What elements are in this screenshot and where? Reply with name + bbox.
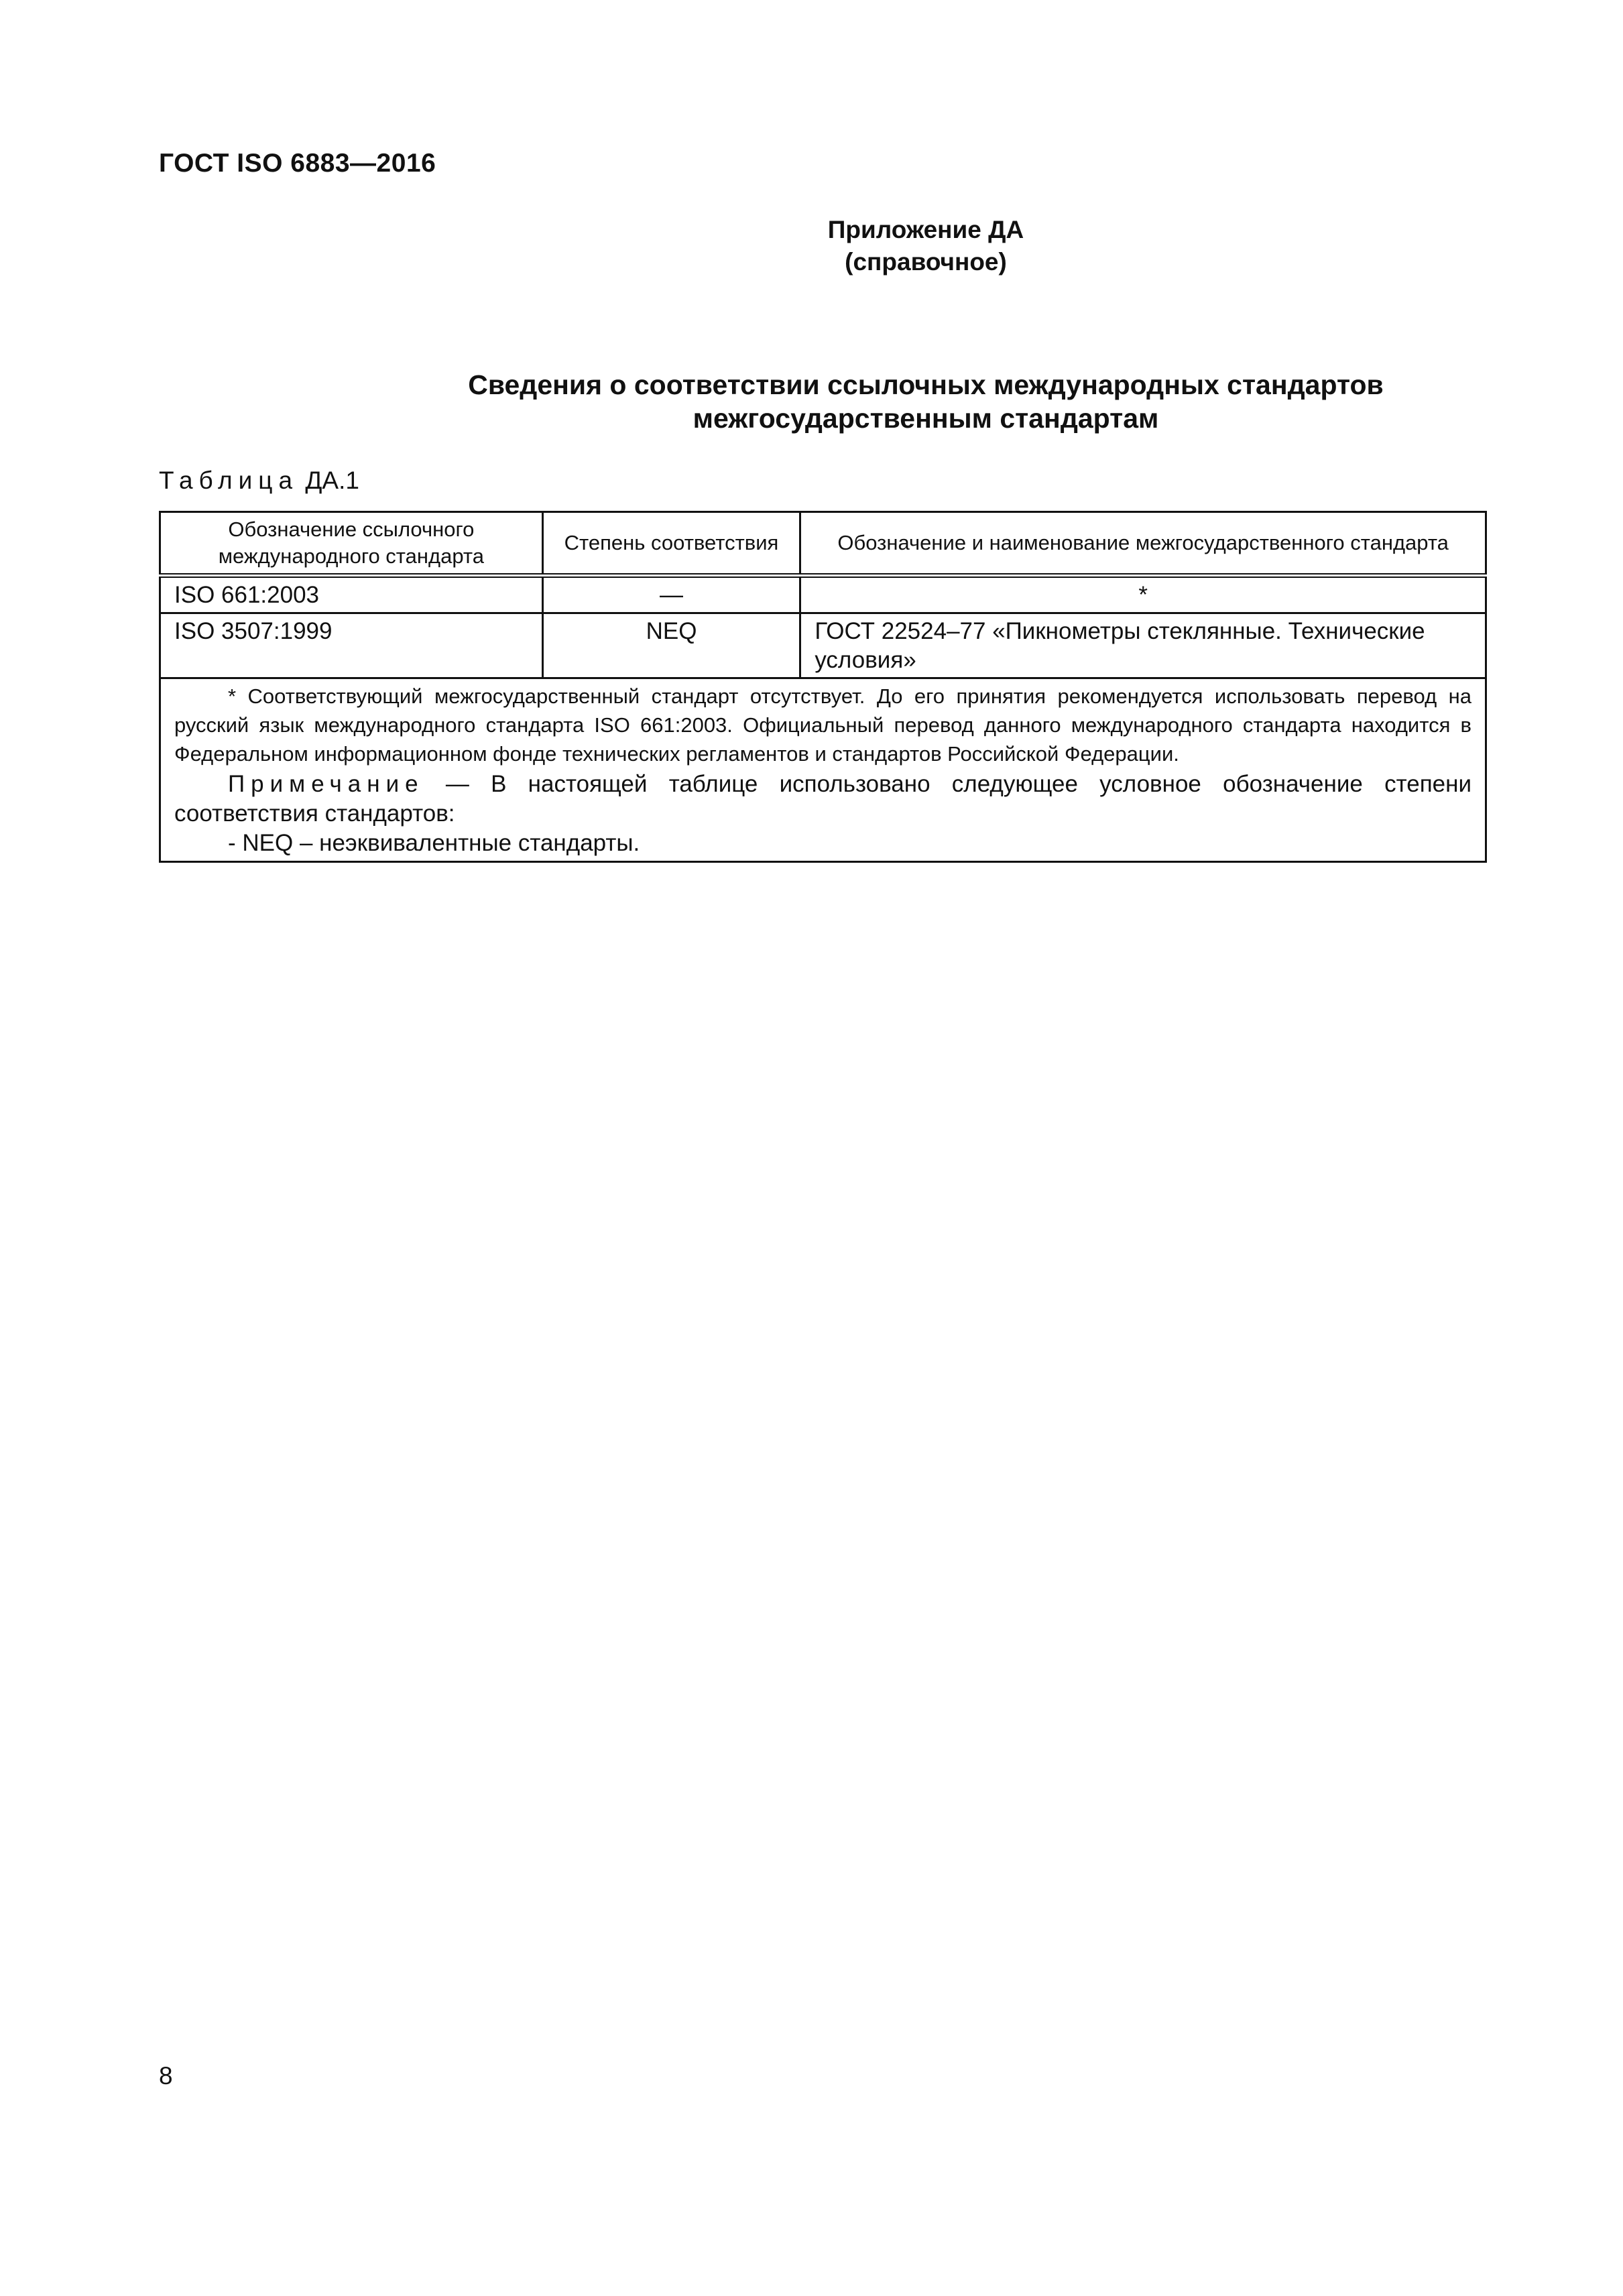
cell-international-standard: ISO 3507:1999 — [160, 613, 543, 678]
cell-international-standard: ISO 661:2003 — [160, 576, 543, 613]
cell-interstate-standard: ГОСТ 22524–77 «Пикнометры стеклянные. Технические условия» — [800, 613, 1486, 678]
cell-interstate-standard: * — [800, 576, 1486, 613]
cell-degree: NEQ — [542, 613, 800, 678]
header-interstate-standard: Обозначение и наименование межгосударственного стандарта — [800, 512, 1486, 576]
header-international-standard: Обозначение ссылочного международного стандарта — [160, 512, 543, 576]
note-item: - NEQ – неэквивалентные стандарты. — [228, 830, 640, 856]
table-caption — [159, 467, 359, 495]
document-code: ГОСТ ISO 6883—2016 — [159, 149, 436, 178]
correspondence-table — [159, 511, 1487, 863]
table-header-row — [160, 512, 1486, 576]
table-row — [160, 613, 1486, 678]
table-notes-row — [160, 678, 1486, 862]
note-label: Примечание — [228, 771, 424, 797]
table-footnote: * Соответствующий межгосударственный стандарт отсутствует. До его принятия рекомендуется использовать перевод на русский язык международного стандарта ISO 661:2003. Официальный перевод данного международного стандарта находится в Федеральном информационном фонде технических регламентов и стандартов Российской Федерации. — [174, 684, 1471, 766]
table-notes-cell — [160, 678, 1486, 862]
cell-degree: — — [542, 576, 800, 613]
table-note — [174, 770, 1471, 829]
table-caption-number: ДА.1 — [305, 467, 359, 494]
annex-type: (справочное) — [845, 248, 1007, 276]
note-text: — В настоящей таблице использовано следующее условное обозначение степени соответствия стандартов: — [174, 771, 1471, 827]
section-title-line2: межгосударственным стандартам — [693, 403, 1159, 434]
table-caption-word: Таблица — [159, 467, 299, 494]
page-number: 8 — [159, 2062, 173, 2090]
section-title-line1: Сведения о соответствии ссылочных международных стандартов — [468, 369, 1384, 400]
header-degree-of-correspondence: Степень соответствия — [542, 512, 800, 576]
annex-title: Приложение ДА — [827, 216, 1024, 243]
table-row — [160, 576, 1486, 613]
